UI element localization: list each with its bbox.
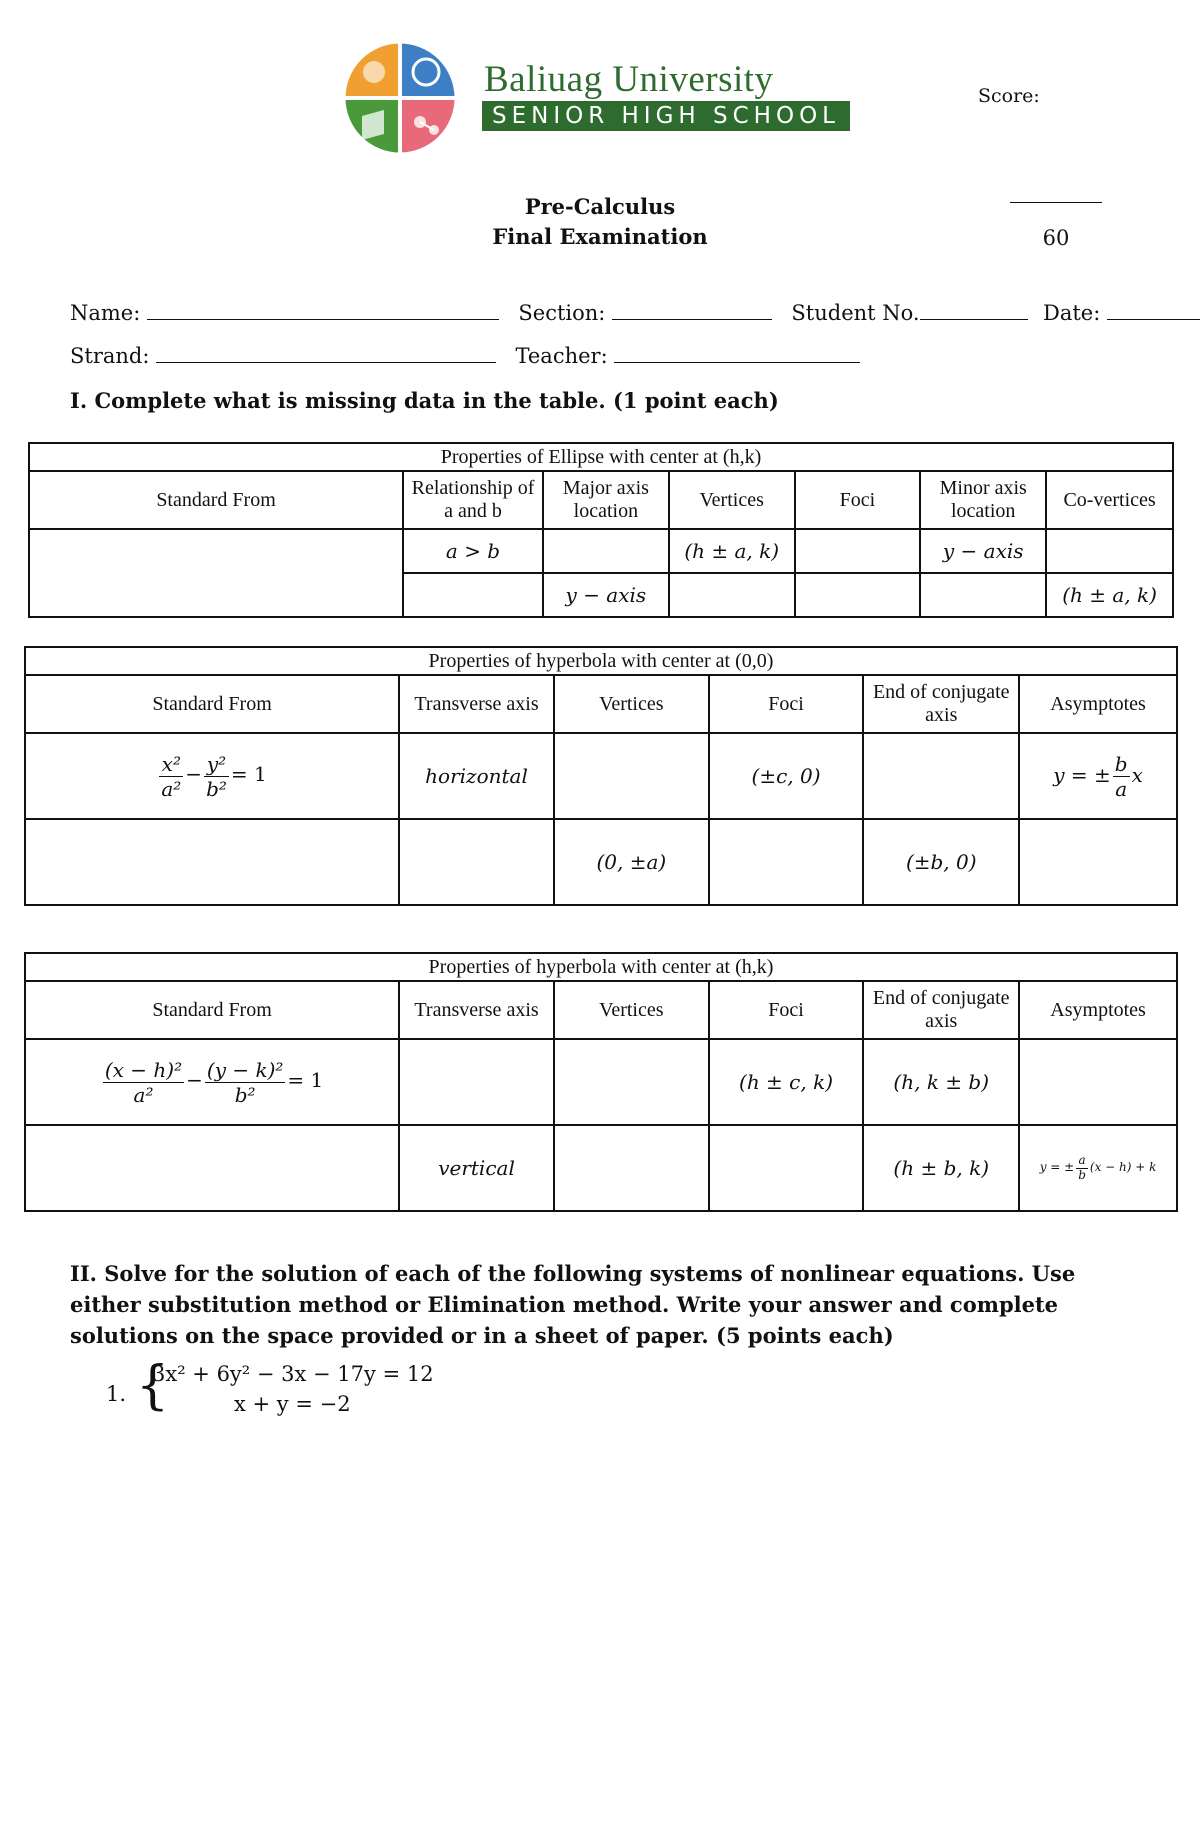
teacher-label: Teacher: [515, 344, 608, 368]
answer-cell[interactable] [554, 733, 709, 819]
header-foci: Foci [709, 981, 864, 1039]
header-conjugate-end: End of conjugate axis [863, 981, 1019, 1039]
form-row-1 [70, 301, 1200, 325]
answer-cell[interactable] [399, 1039, 554, 1125]
answer-cell[interactable] [795, 529, 921, 573]
answer-cell[interactable] [920, 573, 1046, 617]
cell-vertices: (h ± a, k) [669, 529, 795, 573]
header-co-vertices: Co-vertices [1046, 471, 1173, 529]
part2-instruction: II. Solve for the solution of each of the following systems of nonlinear equations. Use either substitution method or Elimination method. Write your answer and complete solutions on the space provided or in a sheet of paper. (5 points each) [70, 1261, 1076, 1348]
hyperbola-hk-table [24, 952, 1178, 1212]
header-conjugate-end: End of conjugate axis [863, 675, 1019, 733]
cell-relationship: a > b [403, 529, 543, 573]
cell-conjugate-end: (h ± b, k) [863, 1125, 1019, 1211]
cell-minor-axis: y − axis [920, 529, 1046, 573]
answer-cell[interactable] [554, 1125, 709, 1211]
answer-cell[interactable] [403, 573, 543, 617]
hyperbola-origin-caption: Properties of hyperbola with center at (0,0) [25, 647, 1177, 675]
header-major-axis: Major axis location [543, 471, 669, 529]
header-standard-form: Standard From [25, 981, 399, 1039]
cell-co-vertices: (h ± a, k) [1046, 573, 1173, 617]
system-brace: { [136, 1356, 170, 1416]
answer-cell[interactable] [795, 573, 921, 617]
answer-cell[interactable] [1046, 529, 1173, 573]
date-label: Date: [1042, 301, 1101, 325]
name-field[interactable] [147, 319, 499, 320]
header-transverse-axis: Transverse axis [399, 981, 554, 1039]
score-total: 60 [1042, 226, 1070, 250]
header-relationship: Relationship of a and b [403, 471, 543, 529]
part1-instruction: I. Complete what is missing data in the table. (1 point each) [70, 388, 779, 413]
cell-foci: (h ± c, k) [709, 1039, 864, 1125]
answer-cell[interactable] [25, 819, 399, 905]
header-asymptotes: Asymptotes [1019, 981, 1177, 1039]
header-transverse-axis: Transverse axis [399, 675, 554, 733]
student-no-field[interactable] [920, 319, 1028, 320]
form-row-2 [70, 344, 860, 368]
score-blank[interactable] [1010, 202, 1102, 203]
standard-form-equation: $\frac{\text{(x − h)²}}{\text{a²}}$ − $\frac{\text{(y − k)²}}{\text{b²}}$ = 1 [25, 1039, 399, 1125]
answer-cell[interactable] [399, 819, 554, 905]
school-logo [338, 38, 462, 158]
cell-conjugate-end: (h, k ± b) [863, 1039, 1019, 1125]
header-foci: Foci [709, 675, 864, 733]
answer-cell[interactable] [543, 529, 669, 573]
cell-foci: (±c, 0) [709, 733, 864, 819]
hyperbola-origin-table [24, 646, 1178, 906]
answer-cell[interactable] [1019, 1039, 1177, 1125]
answer-cell[interactable] [554, 1039, 709, 1125]
standard-form-equation: $\frac{\text{x²}}{\text{a²}}$ − $\frac{\text{y²}}{\text{b²}}$ = 1 [25, 733, 399, 819]
answer-cell[interactable] [1019, 819, 1177, 905]
header-vertices: Vertices [554, 675, 709, 733]
teacher-field[interactable] [614, 362, 860, 363]
student-no-label: Student No. [791, 301, 920, 325]
header-foci: Foci [795, 471, 921, 529]
problem-number: 1. [106, 1382, 127, 1406]
hyperbola-hk-caption: Properties of hyperbola with center at (h,k) [25, 953, 1177, 981]
cell-conjugate-end: (±b, 0) [863, 819, 1019, 905]
cell-transverse-axis: horizontal [399, 733, 554, 819]
exam-title: Final Examination [492, 224, 708, 249]
cell-asymptotes: y = ± $\frac{a}{b}$ (x − h) + k [1019, 1125, 1177, 1211]
header-vertices: Vertices [554, 981, 709, 1039]
answer-cell[interactable] [25, 1125, 399, 1211]
brand-subtitle: SENIOR HIGH SCHOOL [482, 101, 850, 131]
section-label: Section: [518, 301, 606, 325]
date-field[interactable] [1107, 319, 1200, 320]
header-asymptotes: Asymptotes [1019, 675, 1177, 733]
answer-cell[interactable] [29, 529, 403, 617]
ellipse-table-caption: Properties of Ellipse with center at (h,k) [29, 443, 1173, 471]
header-standard-form: Standard From [29, 471, 403, 529]
header-standard-form: Standard From [25, 675, 399, 733]
score-label: Score: [978, 85, 1040, 107]
cell-transverse-axis: vertical [399, 1125, 554, 1211]
header-minor-axis: Minor axis location [920, 471, 1046, 529]
answer-cell[interactable] [669, 573, 795, 617]
y-fraction: $\frac{\text{(y − k)²}}{\text{b²}}$ [206, 1057, 284, 1107]
x-fraction: $\frac{\text{(x − h)²}}{\text{a²}}$ [104, 1057, 183, 1107]
section-field[interactable] [612, 319, 772, 320]
cell-vertices: (0, ±a) [554, 819, 709, 905]
problem-equation-2: x + y = −2 [234, 1392, 351, 1416]
answer-cell[interactable] [863, 733, 1019, 819]
y-fraction: $\frac{\text{y²}}{\text{b²}}$ [206, 751, 227, 801]
cell-major-axis: y − axis [543, 573, 669, 617]
name-label: Name: [70, 301, 141, 325]
answer-cell[interactable] [709, 819, 864, 905]
ellipse-table [28, 442, 1174, 618]
strand-field[interactable] [156, 362, 496, 363]
x-fraction: $\frac{\text{x²}}{\text{a²}}$ [161, 751, 182, 801]
header-vertices: Vertices [669, 471, 795, 529]
strand-label: Strand: [70, 344, 150, 368]
cell-asymptotes: y = ± $\frac{b}{a}$ x [1019, 733, 1177, 819]
course-title: Pre-Calculus [524, 194, 676, 219]
answer-cell[interactable] [709, 1125, 864, 1211]
brand-title: Baliuag University [484, 59, 774, 100]
problem-equation-1: 3x² + 6y² − 3x − 17y = 12 [152, 1362, 434, 1386]
